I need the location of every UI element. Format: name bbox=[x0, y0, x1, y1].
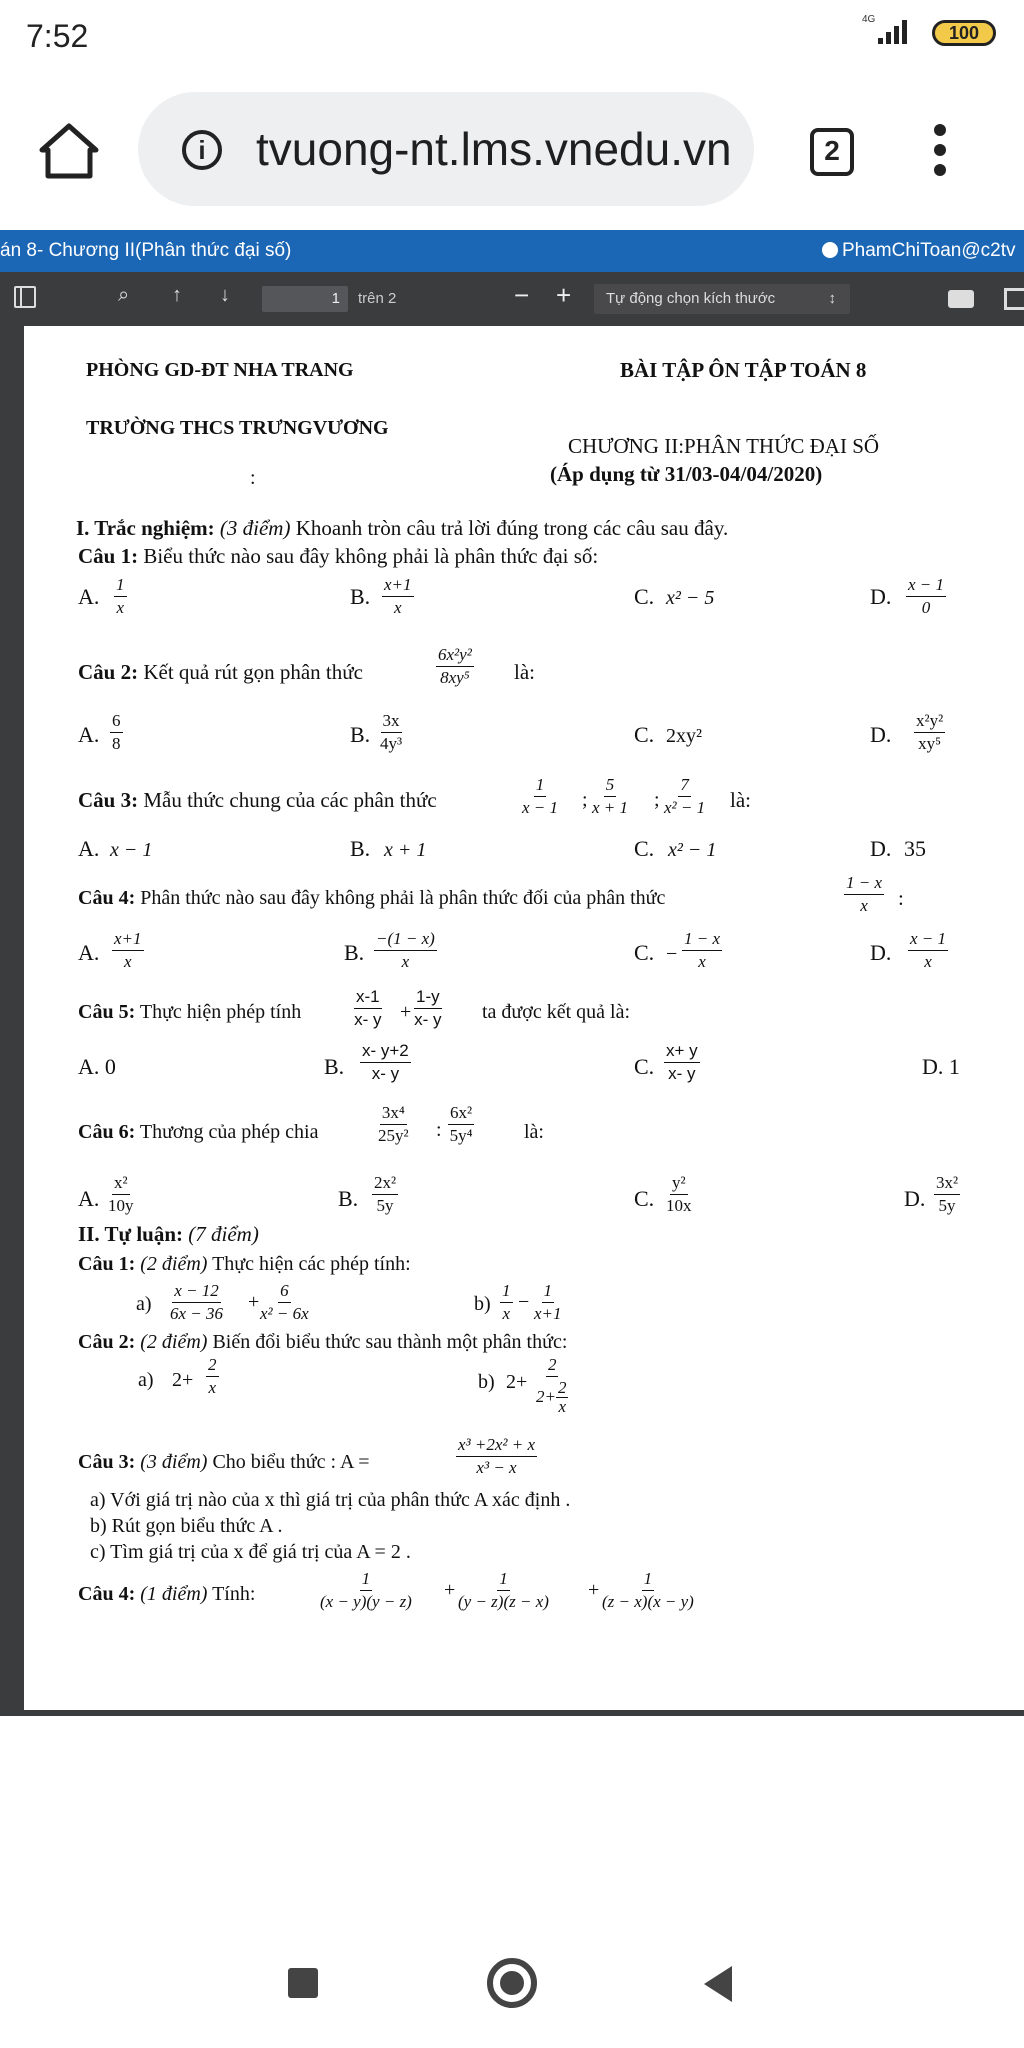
q1-b-fraction: $\frac{x+1}{x}$ bbox=[384, 575, 412, 617]
q3-d-label: D. bbox=[870, 836, 892, 861]
section-2-heading: II. Tự luận: (7 điểm) bbox=[78, 1222, 259, 1246]
q3-a-label: A. bbox=[78, 836, 100, 861]
browser-toolbar bbox=[0, 80, 1024, 230]
search-icon[interactable]: ⌕ bbox=[118, 284, 130, 306]
e2-text: Câu 2: (2 điểm) Biến đổi biểu thức sau thành một phân thức: bbox=[78, 1331, 568, 1353]
q1-d-label: D. bbox=[870, 584, 892, 609]
e4-fraction-3: $\frac{1}{(z - x)(x - y)}$ bbox=[602, 1569, 694, 1611]
q5-d-option: D. 1 bbox=[922, 1054, 960, 1079]
q3-b-value: x + 1 bbox=[384, 839, 427, 861]
more-menu-icon[interactable] bbox=[934, 124, 948, 180]
select-arrows-icon: ↕ bbox=[828, 290, 836, 307]
e2-a-fraction: $\frac{2}{x}$ bbox=[208, 1355, 217, 1397]
q5-fraction-2: $\frac{1-y}{x- y}$ bbox=[414, 987, 442, 1029]
q2-d-label: D. bbox=[870, 722, 892, 747]
back-icon[interactable] bbox=[704, 1966, 732, 2002]
q6-b-label: B. bbox=[338, 1186, 359, 1211]
q6-d-fraction: $\frac{\text{3x²}}{5y}$ bbox=[936, 1173, 959, 1215]
q3-fraction-2: $\frac{5}{x + 1}$ bbox=[592, 775, 629, 817]
q6-a-fraction: $\frac{\text{x²}}{10y}$ bbox=[108, 1173, 134, 1215]
recents-icon[interactable] bbox=[288, 1968, 318, 1998]
e4-fraction-2: $\frac{1}{(y - z)(z - x)}$ bbox=[458, 1569, 549, 1611]
q5-tail: ta được kết quả là: bbox=[482, 1001, 631, 1023]
url-text[interactable]: tvuong-nt.lms.vnedu.vn bbox=[256, 123, 732, 175]
q1-b-label: B. bbox=[350, 584, 371, 609]
q2-a-fraction: $\frac{6}{8}$ bbox=[112, 711, 121, 753]
zoom-in-button[interactable]: + bbox=[556, 280, 572, 310]
section-1-heading: I. Trắc nghiệm: (3 điểm) Khoanh tròn câu trả lời đúng trong các câu sau đây. bbox=[76, 516, 729, 540]
tab-switcher-button[interactable]: 2 bbox=[810, 128, 854, 176]
e3-part-c: c) Tìm giá trị của x để giá trị của A = 2 . bbox=[90, 1541, 411, 1563]
q6-a-label: A. bbox=[78, 1186, 100, 1211]
q5-c-fraction: $\frac{x+ y}{x- y}$ bbox=[666, 1041, 698, 1083]
q4-c-sign: − bbox=[666, 943, 678, 965]
q2-tail: là: bbox=[514, 660, 535, 684]
department-name: PHÒNG GD-ĐT NHA TRANG bbox=[86, 359, 354, 381]
e2-a-prefix: 2+ bbox=[172, 1369, 194, 1391]
q1-d-fraction: $\frac{x - 1}{0}$ bbox=[908, 575, 945, 617]
download-icon[interactable] bbox=[1004, 288, 1024, 310]
q4-d-fraction: $\frac{x - 1}{x}$ bbox=[910, 929, 947, 971]
q5-b-label: B. bbox=[324, 1054, 345, 1079]
q4-b-fraction: $\frac{-(1 - x)}{x}$ bbox=[376, 929, 435, 971]
e1-b-fraction-1: $\frac{1}{x}$ bbox=[502, 1281, 511, 1323]
e3-part-a: a) Với giá trị nào của x thì giá trị của phân thức A xác định . bbox=[90, 1489, 571, 1511]
e1-a-plus: + bbox=[248, 1291, 260, 1313]
date-range: (Áp dụng từ 31/03-04/04/2020) bbox=[550, 462, 823, 486]
q6-tail: là: bbox=[524, 1121, 544, 1143]
q1-c-value: x² − 5 bbox=[666, 587, 715, 609]
home-icon[interactable] bbox=[38, 120, 100, 182]
address-bar[interactable] bbox=[138, 92, 754, 206]
q4-tail: : bbox=[898, 886, 904, 910]
q2-d-fraction: $\frac{\text{x²y²}}{\text{xy⁵}}$ bbox=[916, 711, 944, 753]
e1-b-fraction-2: $\frac{1}{x+1}$ bbox=[534, 1281, 562, 1323]
q1-c-label: C. bbox=[634, 584, 655, 609]
e2-b-label: b) bbox=[478, 1371, 495, 1393]
q3-tail: là: bbox=[730, 788, 751, 812]
e4-plus-1: + bbox=[444, 1579, 456, 1601]
e3-text: Câu 3: (3 điểm) Cho biểu thức : A = bbox=[78, 1451, 370, 1473]
user-name: PhamChiToan@c2tv bbox=[842, 240, 1016, 261]
q2-c-value: 2xy² bbox=[666, 725, 702, 747]
q5-b-fraction: $\frac{x- y+2}{x- y}$ bbox=[362, 1041, 409, 1083]
q6-fraction-1: $\frac{\text{3x⁴}}{\text{25y²}}$ bbox=[378, 1103, 409, 1145]
q2-a-label: A. bbox=[78, 722, 100, 747]
q6-d-label: D. bbox=[904, 1186, 926, 1211]
q1-a-fraction: $\frac{1}{x}$ bbox=[116, 575, 125, 617]
q2-c-label: C. bbox=[634, 722, 655, 747]
zoom-select[interactable] bbox=[594, 284, 850, 314]
q5-fraction-1: $\frac{x-1}{x- y}$ bbox=[354, 987, 382, 1029]
page-number-input[interactable]: 1 bbox=[262, 286, 348, 312]
e2-b-prefix: 2+ bbox=[506, 1371, 528, 1393]
zoom-select-value: Tự động chọn kích thước bbox=[606, 290, 776, 307]
e4-fraction-1: $\frac{1}{(x - y)(y - z)}$ bbox=[320, 1569, 412, 1611]
q4-d-label: D. bbox=[870, 940, 892, 965]
pdf-title-bar bbox=[0, 230, 1024, 272]
user-icon bbox=[822, 242, 838, 258]
chapter-title: CHƯƠNG II:PHÂN THỨC ĐẠI SỐ bbox=[568, 434, 880, 458]
e4-plus-2: + bbox=[588, 1579, 600, 1601]
document-title: án 8- Chương II(Phân thức đại số) bbox=[0, 240, 292, 261]
q3-sep-2: ; bbox=[654, 789, 660, 811]
q6-c-fraction: $\frac{\text{y²}}{10x}$ bbox=[666, 1173, 692, 1215]
q3-c-value: x² − 1 bbox=[668, 839, 717, 861]
status-bar bbox=[0, 0, 1024, 80]
q3-d-value: 35 bbox=[904, 836, 926, 861]
q4-text: Câu 4: Phân thức nào sau đây không phải là phân thức đối của phân thức bbox=[78, 887, 666, 909]
e1-a-fraction-2: $\frac{6}{\text{x² − 6x}}$ bbox=[260, 1281, 309, 1323]
q6-fraction-2: $\frac{\text{6x²}}{\text{5y⁴}}$ bbox=[449, 1103, 473, 1145]
q4-a-label: A. bbox=[78, 940, 100, 965]
q6-c-label: C. bbox=[634, 1186, 655, 1211]
battery-icon bbox=[932, 20, 996, 46]
e1-b-minus: − bbox=[518, 1291, 530, 1313]
pdf-viewer[interactable] bbox=[0, 326, 1024, 1716]
e4-text: Câu 4: (1 điểm) Tính: bbox=[78, 1583, 256, 1605]
info-icon[interactable]: i bbox=[182, 130, 222, 170]
q3-b-label: B. bbox=[350, 836, 371, 861]
e1-a-label: a) bbox=[136, 1293, 152, 1315]
school-name: TRƯỜNG THCS TRƯNGVƯƠNG bbox=[86, 417, 389, 439]
q5-c-label: C. bbox=[634, 1054, 655, 1079]
pdf-toolbar bbox=[0, 272, 1024, 326]
q3-a-value: x − 1 bbox=[110, 839, 153, 861]
q1-a-label: A. bbox=[78, 584, 100, 609]
q2-fraction: $\frac{\text{6x²y²}}{\text{8xy⁵}}$ bbox=[438, 645, 472, 687]
e2-b-fraction: 2 2+ $\frac{2}{x}$ bbox=[536, 1355, 567, 1416]
q6-b-fraction: $\frac{\text{2x²}}{5y}$ bbox=[374, 1173, 397, 1215]
e2-a-label: a) bbox=[138, 1369, 154, 1391]
q6-div: : bbox=[436, 1119, 442, 1141]
q3-text: Câu 3: Mẫu thức chung của các phân thức bbox=[78, 788, 437, 812]
q5-plus: + bbox=[400, 1001, 412, 1023]
zoom-out-button[interactable]: − bbox=[514, 280, 530, 310]
pdf-page bbox=[24, 326, 1024, 1710]
e1-text: Câu 1: (2 điểm) Thực hiện các phép tính: bbox=[78, 1253, 411, 1275]
q4-a-fraction: $\frac{x+1}{x}$ bbox=[114, 929, 142, 971]
clock: 7:52 bbox=[26, 18, 89, 54]
q3-c-label: C. bbox=[634, 836, 655, 861]
system-nav-bar bbox=[0, 1908, 1024, 2048]
home-nav-icon[interactable] bbox=[487, 1958, 537, 2008]
q3-sep-1: ; bbox=[582, 789, 588, 811]
print-icon[interactable] bbox=[948, 290, 974, 308]
q4-c-fraction: $\frac{1 - x}{x}$ bbox=[684, 929, 721, 971]
signal-icon bbox=[878, 18, 914, 44]
e1-b-label: b) bbox=[474, 1293, 491, 1315]
previous-page-icon[interactable]: ↑ bbox=[172, 284, 182, 306]
e3-part-b: b) Rút gọn biểu thức A . bbox=[90, 1515, 283, 1537]
q4-c-label: C. bbox=[634, 940, 655, 965]
q4-fraction: $\frac{1 - x}{x}$ bbox=[846, 873, 883, 915]
q3-fraction-1: $\frac{1}{x - 1}$ bbox=[522, 775, 559, 817]
sidebar-toggle-icon[interactable] bbox=[14, 286, 36, 308]
q2-b-fraction: $\frac{3x}{\text{4y³}}$ bbox=[380, 711, 403, 753]
q5-a-option: A. 0 bbox=[78, 1054, 116, 1079]
q3-fraction-3: $\frac{7}{\text{x² − 1}}$ bbox=[664, 775, 706, 817]
worksheet-title: BÀI TẬP ÔN TẬP TOÁN 8 bbox=[620, 358, 867, 382]
q2-text: Câu 2: Kết quả rút gọn phân thức bbox=[78, 660, 363, 684]
page-total: trên 2 bbox=[358, 290, 397, 307]
header-colon: : bbox=[250, 467, 256, 489]
user-account[interactable] bbox=[822, 240, 1015, 262]
q1-text: Câu 1: Biểu thức nào sau đây không phải là phân thức đại số: bbox=[78, 544, 599, 568]
next-page-icon[interactable]: ↓ bbox=[220, 284, 230, 306]
e3-fraction: $\frac{\text{x³ +2x² + x}}{\text{x³ − x}}$ bbox=[458, 1435, 536, 1477]
q5-text: Câu 5: Thực hiện phép tính bbox=[78, 1001, 302, 1023]
q2-b-label: B. bbox=[350, 722, 371, 747]
q4-b-label: B. bbox=[344, 940, 365, 965]
battery-level: 100 bbox=[948, 23, 980, 43]
network-type: 4G bbox=[862, 14, 876, 25]
q6-text: Câu 6: Thương của phép chia bbox=[78, 1121, 319, 1143]
e1-a-fraction-1: $\frac{x - 12}{6x - 36}$ bbox=[170, 1281, 224, 1323]
